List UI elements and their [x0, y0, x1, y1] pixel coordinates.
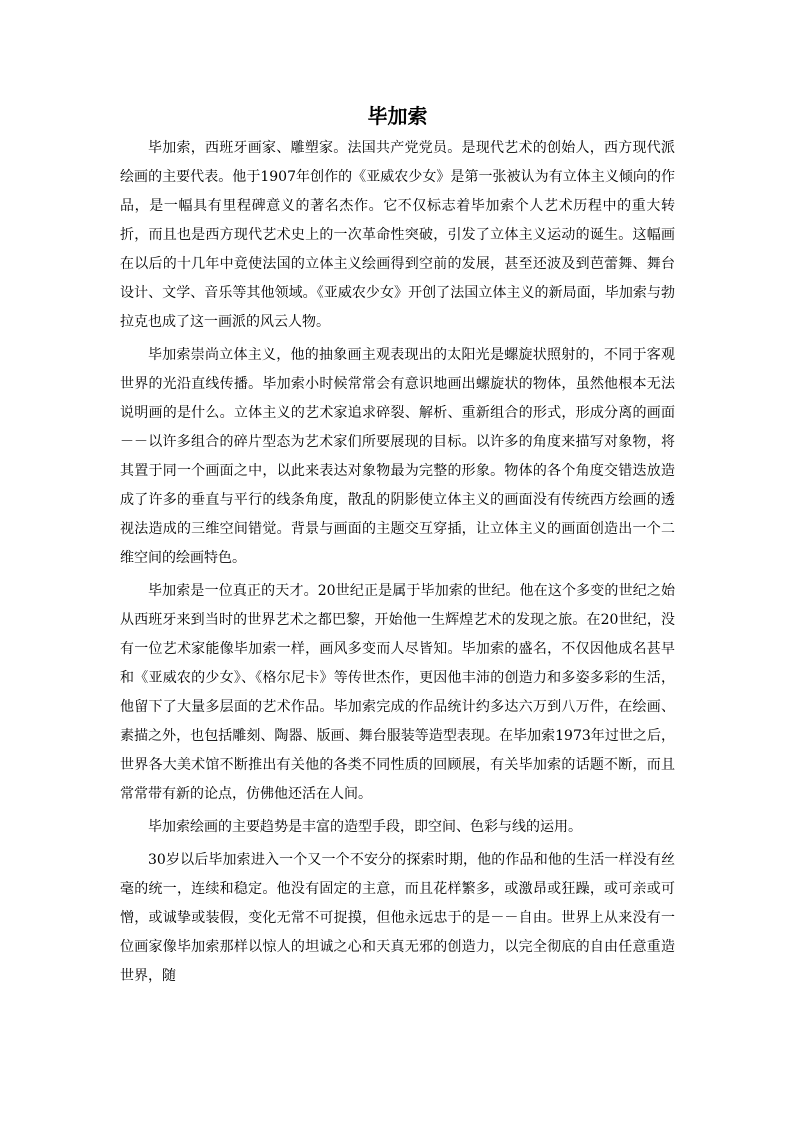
document-title: 毕加索: [367, 104, 428, 128]
paragraph-5: 30岁以后毕加索进入一个又一个不安分的探索时期，他的作品和他的生活一样没有丝毫的统一，连续和稳定。他没有固定的主意，而且花样繁多，或激昂或狂躁，或可亲或可憎，或诚挚或装假，变化无常不可捉摸，但他永远忠于的是－－自由。世界上从来没有一位画家像毕加索那样以惊人的坦诚之心和天真无邪的创造力，以完全彻底的自由任意重造世界，随: [120, 852, 675, 984]
paragraph-3: 毕加索是一位真正的天才。20世纪正是属于毕加索的世纪。他在这个多变的世纪之始从西班牙来到当时的世界艺术之都巴黎，开始他一生辉煌艺术的发现之旅。在20世纪，没有一位艺术家能像毕加索一样，画风多变而人尽皆知。毕加索的盛名，不仅因他成名甚早和《亚威农的少女》、《格尔尼卡》等传世杰作，更因他丰沛的创造力和多姿多彩的生活，他留下了大量多层面的艺术作品。毕加索完成的作品统计约多达六万到八万件，在绘画、素描之外，也包括雕刻、陶器、版画、舞台服装等造型表现。在毕加索1973年过世之后，世界各大美术馆不断推出有关他的各类不同性质的回顾展，有关毕加索的话题不断，而且常常带有新的论点，仿佛他还活在人间。: [120, 583, 675, 802]
paragraph-1: 毕加索，西班牙画家、雕塑家。法国共产党党员。是现代艺术的创始人，西方现代派绘画的主要代表。他于1907年创作的《亚威农少女》是第一张被认为有立体主义倾向的作品，是一幅具有里程碑意义的著名杰作。它不仅标志着毕加索个人艺术历程中的重大转折，而且也是西方现代艺术史上的一次革命性突破，引发了立体主义运动的诞生。这幅画在以后的十几年中竟使法国的立体主义绘画得到空前的发展，甚至还波及到芭蕾舞、舞台设计、文学、音乐等其他领域。《亚威农少女》开创了法国立体主义的新局面，毕加索与勃拉克也成了这一画派的风云人物。: [120, 140, 675, 330]
paragraph-4: 毕加索绘画的主要趋势是丰富的造型手段，即空间、色彩与线的运用。: [148, 819, 582, 835]
paragraph-2: 毕加索崇尚立体主义，他的抽象画主观表现出的太阳光是螺旋状照射的，不同于客观世界的光沿直线传播。毕加索小时候常常会有意识地画出螺旋状的物体，虽然他根本无法说明画的是什么。立体主义的艺术家追求碎裂、解析、重新组合的形式，形成分离的画面－－以许多组合的碎片型态为艺术家们所要展现的目标。以许多的角度来描写对象物，将其置于同一个画面之中，以此来表达对象物最为完整的形象。物体的各个角度交错迭放造成了许多的垂直与平行的线条角度，散乱的阴影使立体主义的画面没有传统西方绘画的透视法造成的三维空间错觉。背景与画面的主题交互穿插，让立体主义的画面创造出一个二维空间的绘画特色。: [120, 347, 675, 566]
document-page: [120, 100, 675, 995]
